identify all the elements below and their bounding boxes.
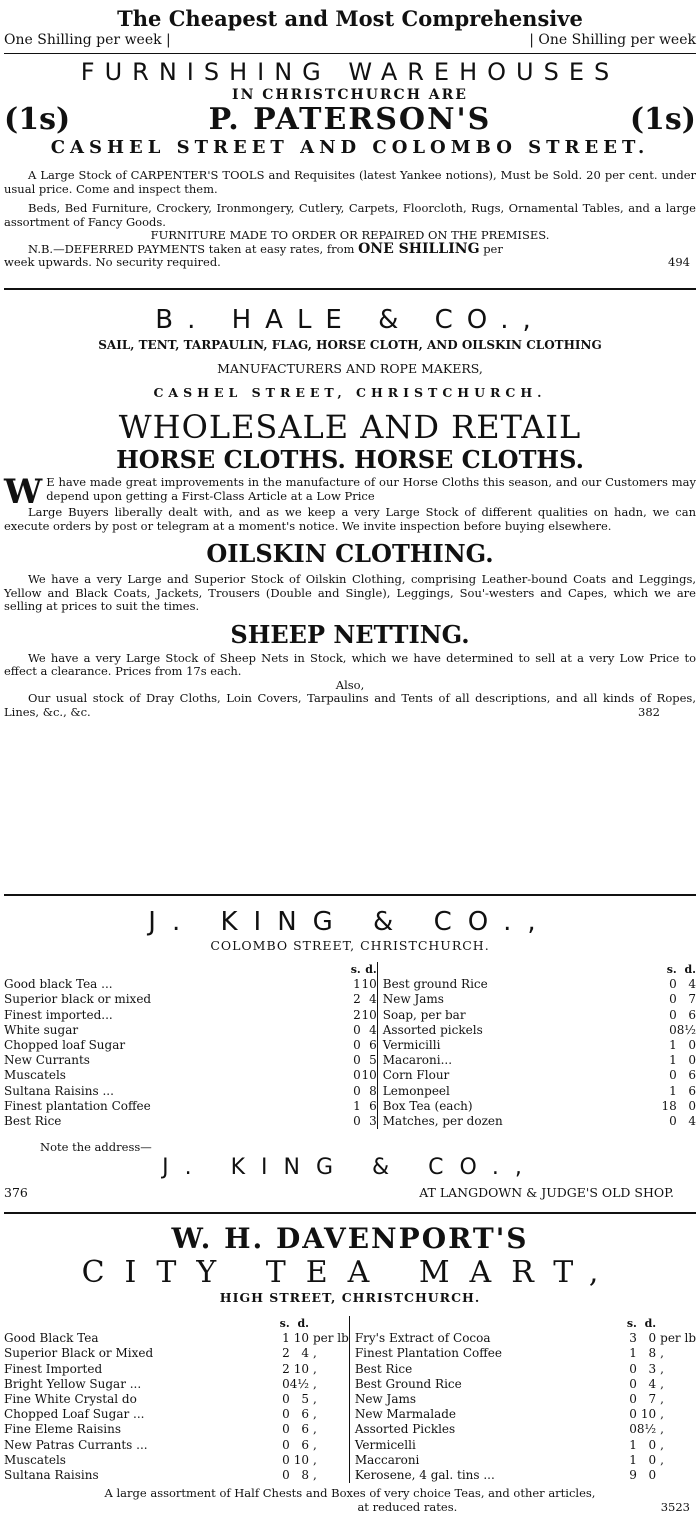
item-name: Good Black Tea xyxy=(4,1331,99,1346)
paterson-para-2: Beds, Bed Furniture, Crockery, Ironmongery, Cutlery, Carpets, Floorcloth, Rugs, Ornamental Tables, and a large assortment of Fancy Goods. xyxy=(4,201,696,229)
price-shillings: 1 xyxy=(629,1437,637,1452)
price-pence: 8½ xyxy=(676,1022,696,1037)
price-shillings: 0 xyxy=(282,1452,290,1467)
price-shillings: 0 xyxy=(629,1376,637,1391)
per-text: per xyxy=(483,241,503,256)
table-row xyxy=(4,1438,696,1453)
item-header xyxy=(355,1316,621,1331)
shillings-header: s. xyxy=(350,963,361,976)
item-name: Vermicilli xyxy=(382,1038,441,1053)
item-name: Chopped Loaf Sugar ... xyxy=(4,1407,145,1422)
price-shillings: 0 xyxy=(353,1053,361,1068)
price-shillings: 0 xyxy=(282,1422,290,1437)
divider xyxy=(4,288,696,290)
pence-header: d. xyxy=(365,963,377,976)
paterson-para-1: A Large Stock of CARPENTER'S TOOLS and Requisites (latest Yankee notions), Must be Sold. 20 per cent. under usual price. Come and inspect them. xyxy=(4,168,696,196)
price-shillings: 2 xyxy=(282,1346,290,1361)
price-pence: 5 xyxy=(301,1392,309,1407)
paterson-ref: 494 xyxy=(668,255,690,269)
table-row xyxy=(4,1023,696,1038)
table-row xyxy=(4,1068,696,1083)
price-header-row xyxy=(4,1316,696,1331)
item-name: Fry's Extract of Cocoa xyxy=(354,1331,491,1346)
table-row xyxy=(4,1084,696,1099)
table-row xyxy=(4,1392,696,1407)
price-shillings: 0 xyxy=(669,992,677,1007)
price-shillings: 1 xyxy=(282,1331,290,1346)
item-name: Best Rice xyxy=(4,1114,62,1129)
item-name: Box Tea (each) xyxy=(382,1098,473,1113)
item-name: New Patras Currants ... xyxy=(4,1437,148,1452)
item-name: Finest plantation Coffee xyxy=(4,1098,151,1113)
price-pence: 3 xyxy=(369,1114,377,1129)
paterson-last-line xyxy=(4,256,696,270)
table-row xyxy=(4,1114,696,1129)
item-name: Maccaroni xyxy=(354,1452,420,1467)
table-row xyxy=(4,1468,696,1483)
hale-advertisement xyxy=(4,304,696,882)
price-shillings: 0 xyxy=(353,1114,361,1129)
table-row xyxy=(4,1053,696,1068)
price-pence: 0 xyxy=(688,1038,696,1053)
table-row xyxy=(4,977,696,992)
price-shillings: 2 xyxy=(282,1361,290,1376)
price-unit: , xyxy=(312,1407,317,1422)
davenport-ref: 3523 xyxy=(660,1499,690,1514)
oilskin-title: OILSKIN CLOTHING. xyxy=(206,539,494,568)
price-pence: 7 xyxy=(688,992,696,1007)
table-row xyxy=(4,1099,696,1114)
price-pence: 6 xyxy=(369,1038,377,1053)
price-shillings: 1 xyxy=(353,977,361,992)
price-shillings: 0 xyxy=(629,1422,637,1437)
item-header xyxy=(4,962,345,977)
item-name: Fine White Crystal do xyxy=(4,1392,137,1407)
price-shillings: 3 xyxy=(629,1331,637,1346)
price-shillings: 1 xyxy=(629,1452,637,1467)
hale-para-3: We have a very Large and Superior Stock of Oilskin Clothing, comprising Leather-bound Coats and Leggings, Yellow and Black Coats, Jackets, Trousers (Double and Single), Leggings, Sou'-westers and Capes, which we are selling at prices to suit the times. xyxy=(4,572,696,613)
price-shillings: 0 xyxy=(282,1468,290,1483)
king-name: J. KING & CO., xyxy=(148,907,552,937)
dropcap: W xyxy=(4,472,43,512)
price-shillings: 0 xyxy=(282,1407,290,1422)
item-name: Assorted pickels xyxy=(382,1022,483,1037)
davenport-footer-2: at reduced rates. xyxy=(357,1499,458,1514)
shillings-header: s. xyxy=(666,963,677,976)
price-pence: 4 xyxy=(688,1114,696,1129)
table-row xyxy=(4,992,696,1007)
paterson-para-3: FURNITURE MADE TO ORDER OR REPAIRED ON THE PREMISES. xyxy=(150,228,550,242)
hale-para-4: We have a very Large Stock of Sheep Nets in Stock, which we have determined to sell at a very Low Price to effect a clearance. Prices from 17s each. xyxy=(4,650,696,678)
paterson-advertisement xyxy=(4,0,696,288)
item-name: Macaroni... xyxy=(382,1053,453,1068)
price-pence: 0 xyxy=(688,1053,696,1068)
paterson-name: P. PATERSON'S xyxy=(208,102,492,137)
price-unit: per lb xyxy=(312,1331,349,1346)
hale-para-5: Our usual stock of Dray Cloths, Loin Covers, Tarpaulins and Tents of all descriptions, and all kinds of Ropes, Lines, &c., &c. xyxy=(4,691,696,719)
item-name: Muscatels xyxy=(4,1452,66,1467)
hale-line-1: SAIL, TENT, TARPAULIN, FLAG, HORSE CLOTH, AND OILSKIN CLOTHING xyxy=(98,338,602,352)
price-shillings: 0 xyxy=(629,1392,637,1407)
item-header xyxy=(383,962,661,977)
hale-para-1-text: E have made great improvements in the manufacture of our Horse Cloths this season, and our Customers may depend upon getting a First-Class Article at a Low Price xyxy=(46,475,696,503)
davenport-price-table xyxy=(4,1316,696,1483)
item-name: Bright Yellow Sugar ... xyxy=(4,1376,142,1391)
item-name: Best Ground Rice xyxy=(354,1376,462,1391)
pence-header: d. xyxy=(644,1317,657,1330)
price-pence: 4 xyxy=(369,1022,377,1037)
item-name: Finest Plantation Coffee xyxy=(354,1346,502,1361)
davenport-name: W. H. DAVENPORT'S xyxy=(171,1222,529,1255)
king-shop: AT LANGDOWN & JUDGE'S OLD SHOP. xyxy=(419,1184,674,1200)
divider xyxy=(4,1212,696,1214)
table-row xyxy=(4,1331,696,1346)
price-left: (1s) xyxy=(4,102,71,137)
hale-also: Also, xyxy=(335,677,365,692)
item-name: Soap, per bar xyxy=(382,1007,466,1022)
price-shillings: 1 xyxy=(669,1083,677,1098)
king-name-2: J. KING & CO., xyxy=(162,1154,538,1180)
item-name: Muscatels xyxy=(4,1068,66,1083)
item-name: Superior Black or Mixed xyxy=(4,1346,154,1361)
price-pence: 10 xyxy=(640,1407,657,1422)
price-shillings: 0 xyxy=(629,1407,637,1422)
hale-para-2: Large Buyers liberally dealt with, and as we keep a very Large Stock of different qualities on hadn, we can execute orders by post or telegram at a moment's notice. We invite inspection before buying elsewhere. xyxy=(4,505,696,533)
shillings-header: s. xyxy=(626,1317,637,1330)
price-shillings: 1 xyxy=(669,1053,677,1068)
unit-header xyxy=(656,1316,696,1331)
price-pence: 10 xyxy=(293,1361,309,1376)
price-unit: , xyxy=(660,1407,664,1422)
price-shillings: 0 xyxy=(282,1437,290,1452)
price-shillings: 0 xyxy=(629,1361,637,1376)
table-row xyxy=(4,1453,696,1468)
price-pence: 10 xyxy=(361,1007,377,1022)
king-advertisement xyxy=(4,906,696,1206)
davenport-advertisement xyxy=(4,1222,696,1514)
price-shillings: 0 xyxy=(669,1114,677,1129)
price-pence: 6 xyxy=(688,1007,696,1022)
price-shillings: 0 xyxy=(282,1392,290,1407)
price-shillings: 0 xyxy=(353,1038,361,1053)
price-unit: , xyxy=(660,1452,664,1467)
price-unit: , xyxy=(312,1452,317,1467)
item-name: Matches, per dozen xyxy=(382,1114,503,1129)
divider xyxy=(4,894,696,896)
shilling-left: One Shilling per week | xyxy=(4,32,171,48)
price-unit: per lb xyxy=(660,1331,696,1346)
item-name: New Jams xyxy=(382,992,444,1007)
wholesale-title: WHOLESALE AND RETAIL xyxy=(118,408,582,446)
price-pence: 10 xyxy=(361,1068,377,1083)
price-shillings: 1 xyxy=(629,1346,637,1361)
item-name: New Jams xyxy=(354,1392,417,1407)
item-name: New Currants xyxy=(4,1053,90,1068)
price-pence: 4½ xyxy=(289,1376,309,1391)
item-name: Good black Tea ... xyxy=(4,977,113,992)
item-name: Finest Imported xyxy=(4,1361,103,1376)
pence-header: d. xyxy=(297,1317,309,1330)
king-note: Note the address— xyxy=(40,1140,152,1155)
hale-ref: 382 xyxy=(638,705,660,719)
in-christchurch: IN CHRISTCHURCH ARE xyxy=(232,87,468,103)
table-row xyxy=(4,1422,696,1437)
item-name: Chopped loaf Sugar xyxy=(4,1038,126,1053)
price-shillings: 18 xyxy=(661,1098,677,1113)
price-pence: 8 xyxy=(369,1083,377,1098)
unit-header xyxy=(309,1316,349,1331)
price-unit: , xyxy=(660,1392,664,1407)
sheep-title: SHEEP NETTING. xyxy=(230,619,470,649)
price-pence: 10 xyxy=(293,1452,309,1467)
week-upwards: week upwards. No security required. xyxy=(4,255,221,269)
price-pence: 6 xyxy=(301,1437,309,1452)
price-shillings: 2 xyxy=(353,992,361,1007)
price-unit: , xyxy=(312,1468,317,1483)
price-shillings: 0 xyxy=(669,1022,677,1037)
price-pence: 6 xyxy=(688,1068,696,1083)
item-name: Finest imported... xyxy=(4,1007,113,1022)
price-pence: 6 xyxy=(301,1422,309,1437)
price-pence: 0 xyxy=(648,1468,657,1483)
price-unit: , xyxy=(312,1422,317,1437)
item-name: Assorted Pickles xyxy=(354,1422,456,1437)
king-ref: 376 xyxy=(4,1184,28,1200)
price-pence: 6 xyxy=(301,1407,309,1422)
item-name: Sultana Raisins xyxy=(4,1468,99,1483)
price-shillings: 0 xyxy=(353,1068,361,1083)
price-pence: 8 xyxy=(301,1468,309,1483)
pence-header: d. xyxy=(684,963,696,976)
item-name: Fine Eleme Raisins xyxy=(4,1422,121,1437)
item-name: New Marmalade xyxy=(354,1407,457,1422)
price-pence: 3 xyxy=(648,1361,657,1376)
shillings-header: s. xyxy=(279,1317,290,1330)
price-pence: 0 xyxy=(648,1437,657,1452)
price-shillings: 0 xyxy=(669,1007,677,1022)
price-pence: 10 xyxy=(361,977,377,992)
price-pence: 4 xyxy=(301,1346,309,1361)
price-header-row xyxy=(4,962,696,977)
davenport-address: HIGH STREET, CHRISTCHURCH. xyxy=(219,1290,481,1305)
table-row xyxy=(4,1346,696,1361)
price-right: (1s) xyxy=(629,102,696,137)
item-name: Sultana Raisins ... xyxy=(4,1083,114,1098)
table-row xyxy=(4,1407,696,1422)
price-shillings: 0 xyxy=(669,1068,677,1083)
city-tea-mart: CITY TEA MART, xyxy=(81,1255,619,1290)
paterson-address: CASHEL STREET AND COLOMBO STREET. xyxy=(50,137,650,158)
price-shillings: 9 xyxy=(629,1468,637,1483)
price-pence: 7 xyxy=(648,1392,657,1407)
price-pence: 8½ xyxy=(636,1422,657,1437)
price-unit: , xyxy=(312,1361,317,1376)
davenport-footer-2-line xyxy=(4,1501,696,1515)
price-unit: , xyxy=(660,1422,664,1437)
item-name: Kerosene, 4 gal. tins ... xyxy=(354,1468,495,1483)
price-shillings: 0 xyxy=(353,1083,361,1098)
item-name: White sugar xyxy=(4,1022,79,1037)
hale-line-2: MANUFACTURERS AND ROPE MAKERS, xyxy=(217,361,483,376)
paterson-headline: The Cheapest and Most Comprehensive xyxy=(117,6,583,31)
price-pence: 5 xyxy=(369,1053,377,1068)
table-row xyxy=(4,1008,696,1023)
price-shillings: 2 xyxy=(353,1007,361,1022)
price-shillings: 0 xyxy=(669,977,677,992)
price-unit: , xyxy=(660,1437,664,1452)
item-name: Vermicelli xyxy=(354,1437,416,1452)
price-unit: , xyxy=(660,1361,664,1376)
price-pence: 10 xyxy=(293,1331,309,1346)
price-pence: 4 xyxy=(688,977,696,992)
item-header xyxy=(4,1316,274,1331)
shilling-right: | One Shilling per week xyxy=(529,32,696,48)
deferred-text: N.B.—DEFERRED PAYMENTS taken at easy rates, from xyxy=(28,241,355,256)
price-pence: 0 xyxy=(648,1331,657,1346)
price-pence: 8 xyxy=(648,1346,657,1361)
hale-name: B. HALE & CO., xyxy=(155,305,545,335)
price-unit: , xyxy=(660,1346,664,1361)
warehouses-title: FURNISHING WAREHOUSES xyxy=(80,58,620,86)
king-address: COLOMBO STREET, CHRISTCHURCH. xyxy=(210,938,490,953)
one-shilling: ONE SHILLING xyxy=(358,240,480,257)
item-name: Superior black or mixed xyxy=(4,992,152,1007)
price-shillings: 1 xyxy=(353,1098,361,1113)
item-name: Corn Flour xyxy=(382,1068,450,1083)
davenport-footer-1: A large assortment of Half Chests and Boxes of very choice Teas, and other articles, xyxy=(104,1486,596,1501)
price-pence: 0 xyxy=(648,1452,657,1467)
table-row xyxy=(4,1038,696,1053)
paterson-para-4 xyxy=(4,240,696,257)
price-unit: , xyxy=(312,1392,317,1407)
price-unit: , xyxy=(312,1376,317,1391)
price-unit xyxy=(656,1468,696,1483)
table-row xyxy=(4,1362,696,1377)
item-name: Best Rice xyxy=(354,1361,413,1376)
price-pence: 4 xyxy=(648,1376,657,1391)
price-shillings: 0 xyxy=(282,1376,290,1391)
price-pence: 4 xyxy=(369,992,377,1007)
item-name: Lemonpeel xyxy=(382,1083,450,1098)
price-unit: , xyxy=(312,1346,317,1361)
price-pence: 0 xyxy=(688,1098,696,1113)
hale-address: CASHEL STREET, CHRISTCHURCH. xyxy=(153,385,547,400)
item-name: Best ground Rice xyxy=(382,977,488,992)
king-price-table xyxy=(4,962,696,1129)
price-pence: 6 xyxy=(369,1098,377,1113)
price-shillings: 1 xyxy=(669,1038,677,1053)
price-unit: , xyxy=(312,1437,317,1452)
king-footer xyxy=(4,1185,696,1200)
horse-cloths-title: HORSE CLOTHS. HORSE CLOTHS. xyxy=(116,445,584,474)
price-pence: 6 xyxy=(688,1083,696,1098)
shilling-line xyxy=(4,32,696,54)
price-unit: , xyxy=(660,1376,664,1391)
paterson-name-line xyxy=(4,103,696,137)
table-row xyxy=(4,1377,696,1392)
hale-para-1 xyxy=(4,472,696,512)
price-shillings: 0 xyxy=(353,1022,361,1037)
